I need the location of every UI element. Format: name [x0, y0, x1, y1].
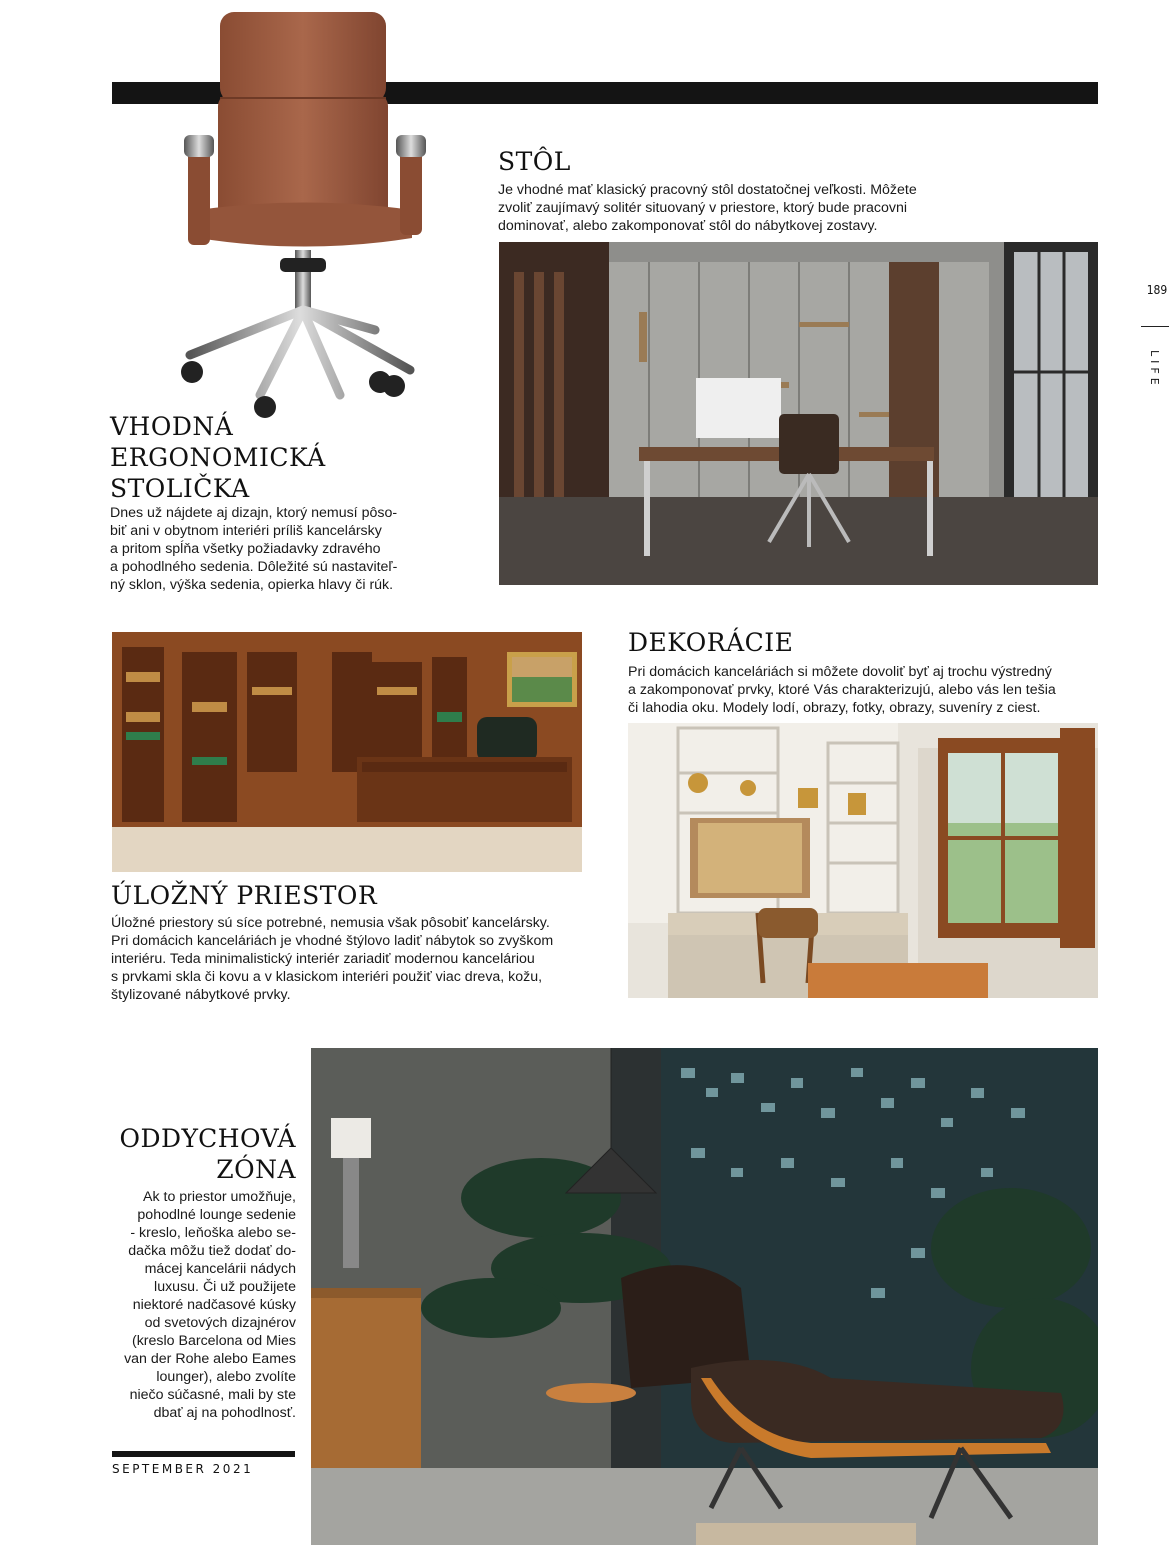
- section-label: LIFE: [1148, 350, 1161, 389]
- chair-title-line: VHODNÁ: [110, 412, 234, 441]
- page-number-rule: [1141, 326, 1169, 327]
- lounge-body-line: van der Rohe alebo Eames: [124, 1351, 296, 1367]
- decor-body-line: či lahodia oku. Modely lodí, obrazy, fotky, obrazy, suveníry z ciest.: [628, 700, 1041, 716]
- chair-body-line: Dnes už nájdete aj dizajn, ktorý nemusí pôso-: [110, 505, 398, 521]
- lounge-body-line: dačka môžu tiež dodať do-: [128, 1243, 296, 1259]
- chair-title: [110, 411, 326, 504]
- storage-body-line: Pri domácich kanceláriách je vhodné štýlovo ladiť nábytok so zvyškom: [111, 933, 554, 949]
- storage-body-line: štylizované nábytkové prvky.: [111, 987, 291, 1003]
- decor-title: DEKORÁCIE: [628, 628, 794, 657]
- office-chair-image: [180, 10, 430, 420]
- lounge-body-line: - kreslo, leňoška alebo se-: [130, 1225, 296, 1241]
- lounge-body-line: Ak to priestor umožňuje,: [143, 1189, 296, 1205]
- storage-body-line: interiéru. Teda minimalistický interiér zariadiť modernou kanceláriou: [111, 951, 535, 967]
- desk-photo: [499, 242, 1098, 585]
- lounge-body-line: pohodlné lounge sedenie: [137, 1207, 296, 1223]
- decor-photo: [628, 723, 1098, 998]
- decor-body-line: Pri domácich kanceláriách si môžete dovoliť byť aj trochu výstredný: [628, 664, 1052, 680]
- lounge-body-line: (kreslo Barcelona od Mies: [131, 1333, 296, 1349]
- lounge-body-line: lounger), alebo zvolíte: [156, 1369, 296, 1385]
- storage-body-line: Úložné priestory sú síce potrebné, nemusia však pôsobiť kancelársky.: [111, 915, 550, 931]
- lounge-body-line: niektoré nadčasové kúsky: [132, 1297, 296, 1313]
- chair-body-line: a pohodlného sedenia. Dôležité sú nastaviteľ-: [110, 559, 398, 575]
- lounge-body-line: niečo súčasné, mali by ste: [129, 1387, 296, 1403]
- desk-body: [498, 181, 968, 235]
- lounge-title: [100, 1123, 296, 1185]
- storage-body: [111, 914, 601, 1004]
- chair-title-line: STOLIČKA: [110, 474, 250, 503]
- desk-body-line: dominovať, alebo zakomponovať stôl do nábytkovej zostavy.: [498, 218, 878, 234]
- lounge-photo: [311, 1048, 1098, 1545]
- footer-rule: [112, 1451, 295, 1457]
- lounge-body-line: mácej kancelárii nádych: [144, 1261, 296, 1277]
- chair-title-line: ERGONOMICKÁ: [110, 443, 326, 472]
- lounge-body: [96, 1188, 296, 1422]
- desk-title: STÔL: [498, 147, 571, 176]
- decor-body-line: a zakomponovať prvky, ktoré Vás charakterizujú, alebo vás len tešia: [628, 682, 1056, 698]
- chair-body-line: biť ani v obytnom interiéri príliš kancelársky: [110, 523, 382, 539]
- chair-body-line: a pritom spĺňa všetky požiadavky zdravého: [110, 541, 381, 557]
- page-number: 189: [1146, 283, 1168, 297]
- lounge-title-line: ZÓNA: [216, 1155, 296, 1184]
- chair-body: [110, 504, 450, 594]
- storage-title: ÚLOŽNÝ PRIESTOR: [111, 881, 378, 910]
- decor-body: [628, 663, 1108, 717]
- desk-body-line: Je vhodné mať klasický pracovný stôl dostatočnej veľkosti. Môžete: [498, 182, 917, 198]
- storage-photo: [112, 632, 582, 872]
- lounge-body-line: luxusu. Či už použijete: [154, 1279, 296, 1295]
- lounge-body-line: dbať aj na pohodlnosť.: [153, 1405, 296, 1421]
- desk-body-line: zvoliť zaujímavý solitér situovaný v priestore, ktorý bude pracovni: [498, 200, 908, 216]
- storage-body-line: s prvkami skla či kovu a v klasickom interiéri použiť viac dreva, kožu,: [111, 969, 543, 985]
- lounge-title-line: ODDYCHOVÁ: [119, 1124, 296, 1153]
- lounge-body-line: od svetových dizajnérov: [144, 1315, 296, 1331]
- issue-date: SEPTEMBER 2021: [112, 1462, 254, 1476]
- chair-body-line: ný sklon, výška sedenia, opierka hlavy či rúk.: [110, 577, 394, 593]
